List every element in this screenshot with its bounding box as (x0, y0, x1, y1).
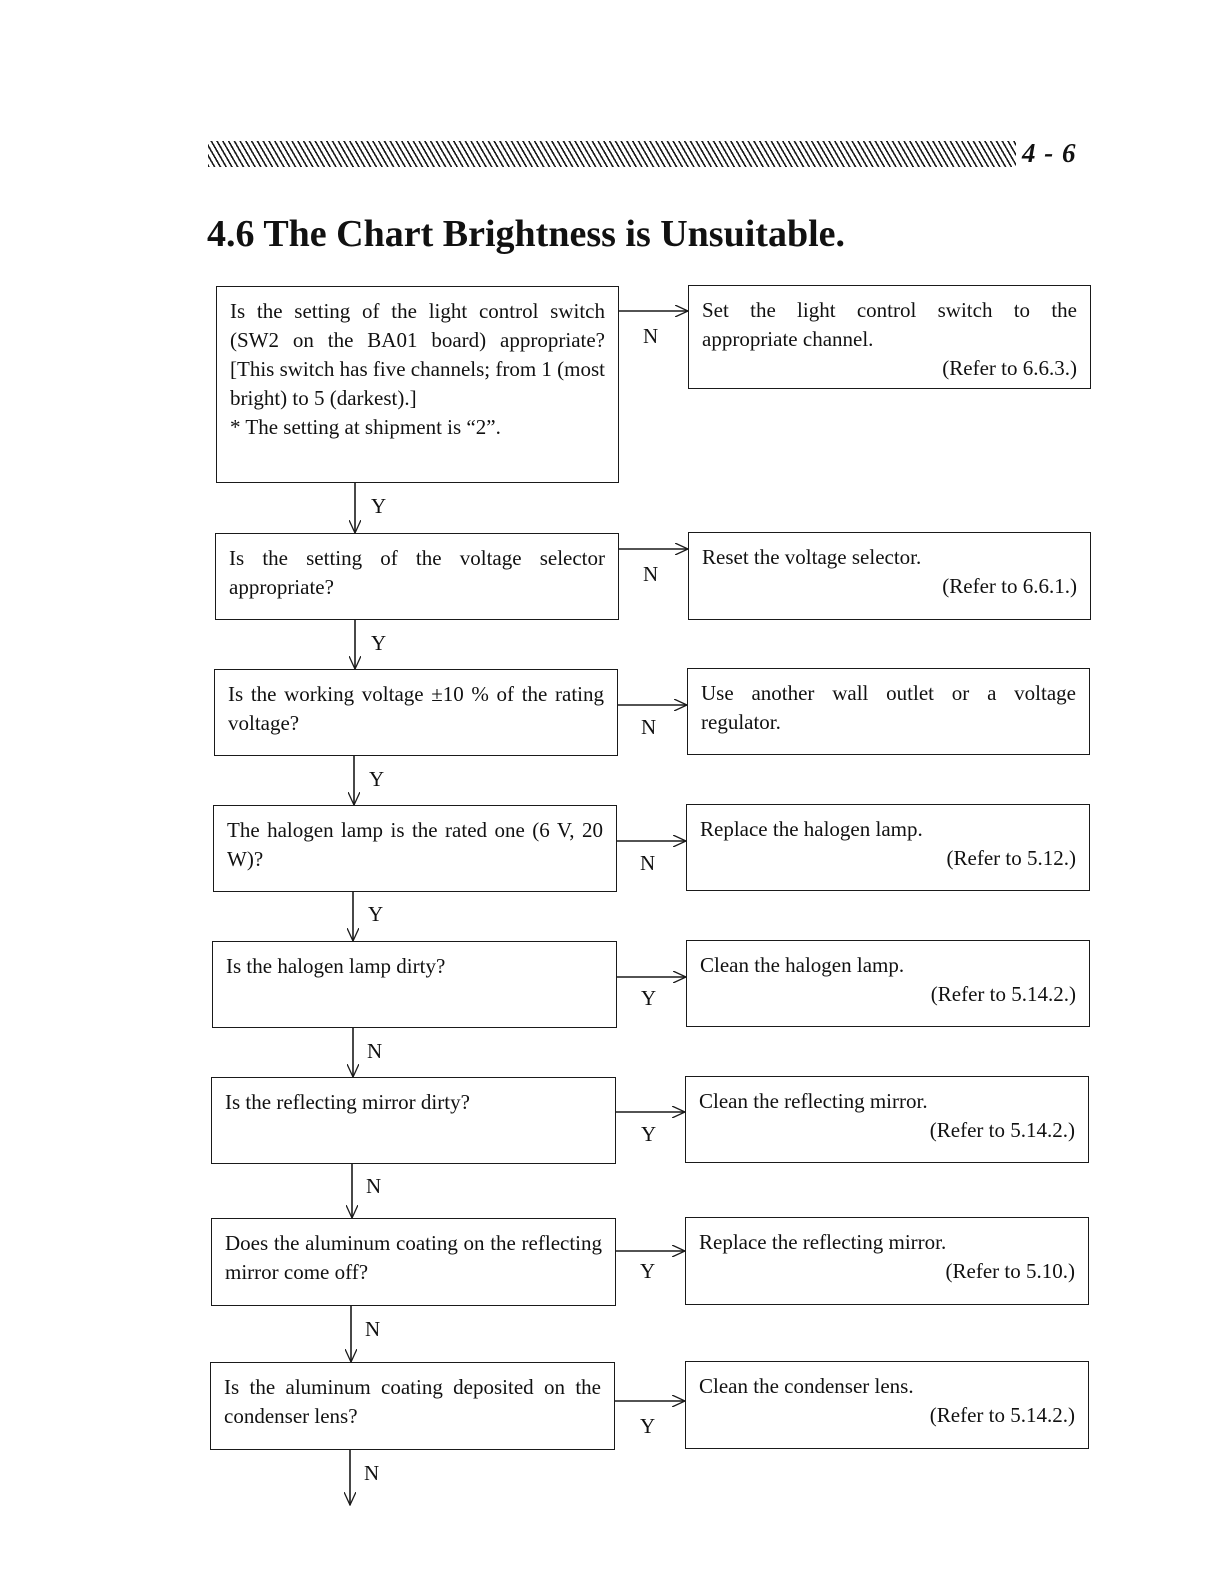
action-text: Use another wall outlet or a voltage regulator. (701, 681, 1076, 734)
question-text: Is the reflecting mirror dirty? (225, 1090, 470, 1114)
reference-text: (Refer to 5.10.) (945, 1259, 1075, 1283)
action-text: Replace the halogen lamp. (700, 817, 923, 841)
action-text: Clean the reflecting mirror. (699, 1089, 928, 1113)
action-text: Clean the halogen lamp. (700, 953, 905, 977)
branch-label: N (367, 1039, 383, 1063)
action-text: Set the light control switch to the appropriate channel. (702, 298, 1077, 351)
question-text: Is the setting of the light control switch (SW2 on the BA01 board) appropriate? [This switch has five channels; from 1 (most bright) to 5 (darkest).] (230, 299, 606, 410)
question-text: Is the setting of the voltage selector appropriate? (229, 546, 605, 599)
reference-text: (Refer to 5.14.2.) (929, 1118, 1075, 1142)
question-text: Does the aluminum coating on the reflecting mirror come off? (225, 1231, 602, 1284)
note-text: * The setting at shipment is “2”. (230, 415, 501, 439)
branch-label: N (643, 562, 659, 586)
action-text: Reset the voltage selector. (702, 545, 922, 569)
page-number: 4 - 6 (1022, 138, 1077, 168)
action-text: Clean the condenser lens. (699, 1374, 914, 1398)
question-text: Is the halogen lamp dirty? (226, 954, 446, 978)
question-text: Is the aluminum coating deposited on the condenser lens? (224, 1375, 601, 1428)
branch-label: Y (371, 494, 387, 518)
branch-label: N (364, 1461, 380, 1485)
reference-text: (Refer to 5.14.2.) (930, 982, 1076, 1006)
reference-text: (Refer to 5.12.) (946, 846, 1076, 870)
branch-label: Y (368, 902, 384, 926)
branch-label: Y (641, 1122, 657, 1146)
branch-label: Y (371, 631, 387, 655)
question-text: The halogen lamp is the rated one (6 V, 20 W)? (227, 818, 603, 871)
branch-label: N (641, 715, 657, 739)
branch-label: Y (641, 986, 657, 1010)
branch-label: Y (640, 1414, 656, 1438)
question-text: Is the working voltage ±10 % of the rating voltage? (228, 682, 604, 735)
reference-text: (Refer to 5.14.2.) (929, 1403, 1075, 1427)
page-title: 4.6 The Chart Brightness is Unsuitable. (207, 213, 846, 255)
branch-label: N (366, 1174, 382, 1198)
branch-label: Y (640, 1259, 656, 1283)
reference-text: (Refer to 6.6.1.) (942, 574, 1077, 598)
branch-label: N (365, 1317, 381, 1341)
branch-label: Y (369, 767, 385, 791)
action-text: Replace the reflecting mirror. (699, 1230, 947, 1254)
reference-text: (Refer to 6.6.3.) (942, 356, 1077, 380)
branch-label: N (643, 324, 659, 348)
branch-label: N (640, 851, 656, 875)
